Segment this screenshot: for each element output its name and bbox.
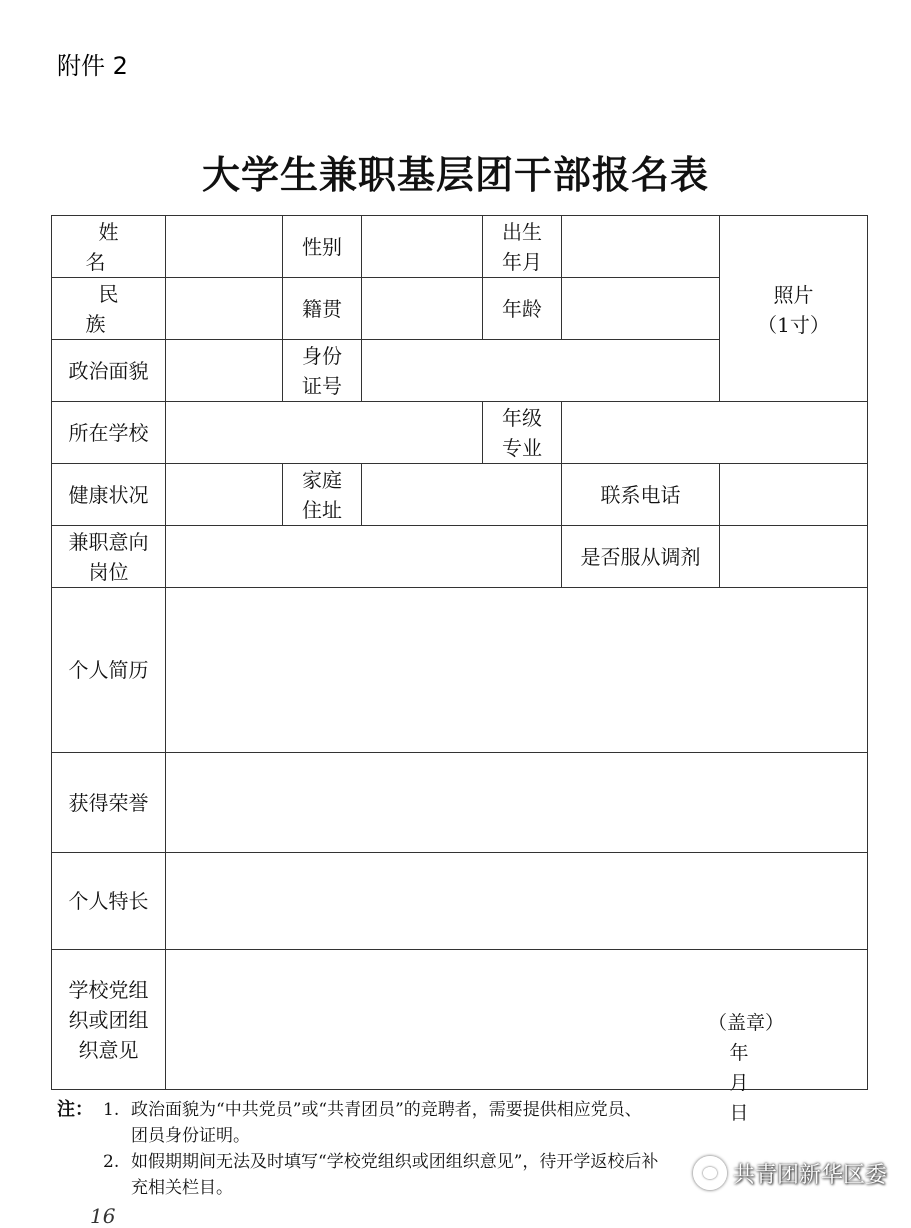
note-2-number: 2. — [103, 1152, 120, 1172]
watermark — [693, 1156, 887, 1190]
gender-label: 性别 — [283, 216, 362, 278]
phone-label: 联系电话 — [562, 464, 720, 526]
school-field[interactable] — [166, 402, 483, 464]
notes-label: 注： — [57, 1099, 93, 1120]
stamp-label: （盖章） — [707, 1012, 784, 1034]
resume-label: 个人简历 — [52, 588, 166, 753]
political-status-label: 政治面貌 — [52, 340, 166, 402]
name-field[interactable] — [166, 216, 283, 278]
grade-major-field[interactable] — [562, 402, 868, 464]
note-1-number: 1. — [103, 1100, 120, 1120]
ethnicity-field[interactable] — [166, 278, 283, 340]
note-1-continuation: 团员身份证明。 — [131, 1126, 250, 1146]
health-label: 健康状况 — [52, 464, 166, 526]
birth-label: 出生 年月 — [483, 216, 562, 278]
honors-label: 获得荣誉 — [52, 753, 166, 853]
note-2-text: 如假期期间无法及时填写“学校党组织或团组织意见”，待开学返校后补 — [131, 1152, 659, 1172]
photo-box[interactable] — [720, 216, 868, 402]
wechat-icon — [693, 1156, 727, 1190]
note-1-text: 政治面貌为“中共党员”或“共青团员”的竞聘者，需要提供相应党员、 — [131, 1100, 642, 1120]
photo-size: （1寸） — [757, 313, 830, 337]
attachment-label: 附件 2 — [57, 52, 128, 80]
obey-field[interactable] — [720, 526, 868, 588]
id-number-label: 身份 证号 — [283, 340, 362, 402]
photo-label: 照片 — [773, 283, 814, 307]
obey-label: 是否服从调剂 — [562, 526, 720, 588]
native-place-field[interactable] — [362, 278, 483, 340]
resume-field[interactable] — [166, 588, 868, 753]
grade-major-label: 年级 专业 — [483, 402, 562, 464]
address-field[interactable] — [362, 464, 562, 526]
school-opinion-label: 学校党组 织或团组 织意见 — [52, 950, 166, 1090]
address-label: 家庭 住址 — [283, 464, 362, 526]
health-field[interactable] — [166, 464, 283, 526]
birth-field[interactable] — [562, 216, 720, 278]
age-field[interactable] — [562, 278, 720, 340]
ethnicity-label: 民 族 — [52, 278, 166, 340]
political-status-field[interactable] — [166, 340, 283, 402]
school-label: 所在学校 — [52, 402, 166, 464]
form-title: 大学生兼职基层团干部报名表 — [201, 152, 709, 197]
specialty-label: 个人特长 — [52, 853, 166, 950]
date-label: 年 月 日 — [729, 1042, 777, 1124]
specialty-field[interactable] — [166, 853, 868, 950]
native-place-label: 籍贯 — [283, 278, 362, 340]
watermark-text: 共青团新华区委 — [732, 1162, 887, 1188]
gender-field[interactable] — [362, 216, 483, 278]
honors-field[interactable] — [166, 753, 868, 853]
note-2-continuation: 充相关栏目。 — [131, 1178, 233, 1198]
page-number: 16 — [90, 1204, 116, 1228]
age-label: 年龄 — [483, 278, 562, 340]
name-label: 姓 名 — [52, 216, 166, 278]
id-number-field[interactable] — [362, 340, 720, 402]
phone-field[interactable] — [720, 464, 868, 526]
position-field[interactable] — [166, 526, 562, 588]
position-label: 兼职意向 岗位 — [52, 526, 166, 588]
